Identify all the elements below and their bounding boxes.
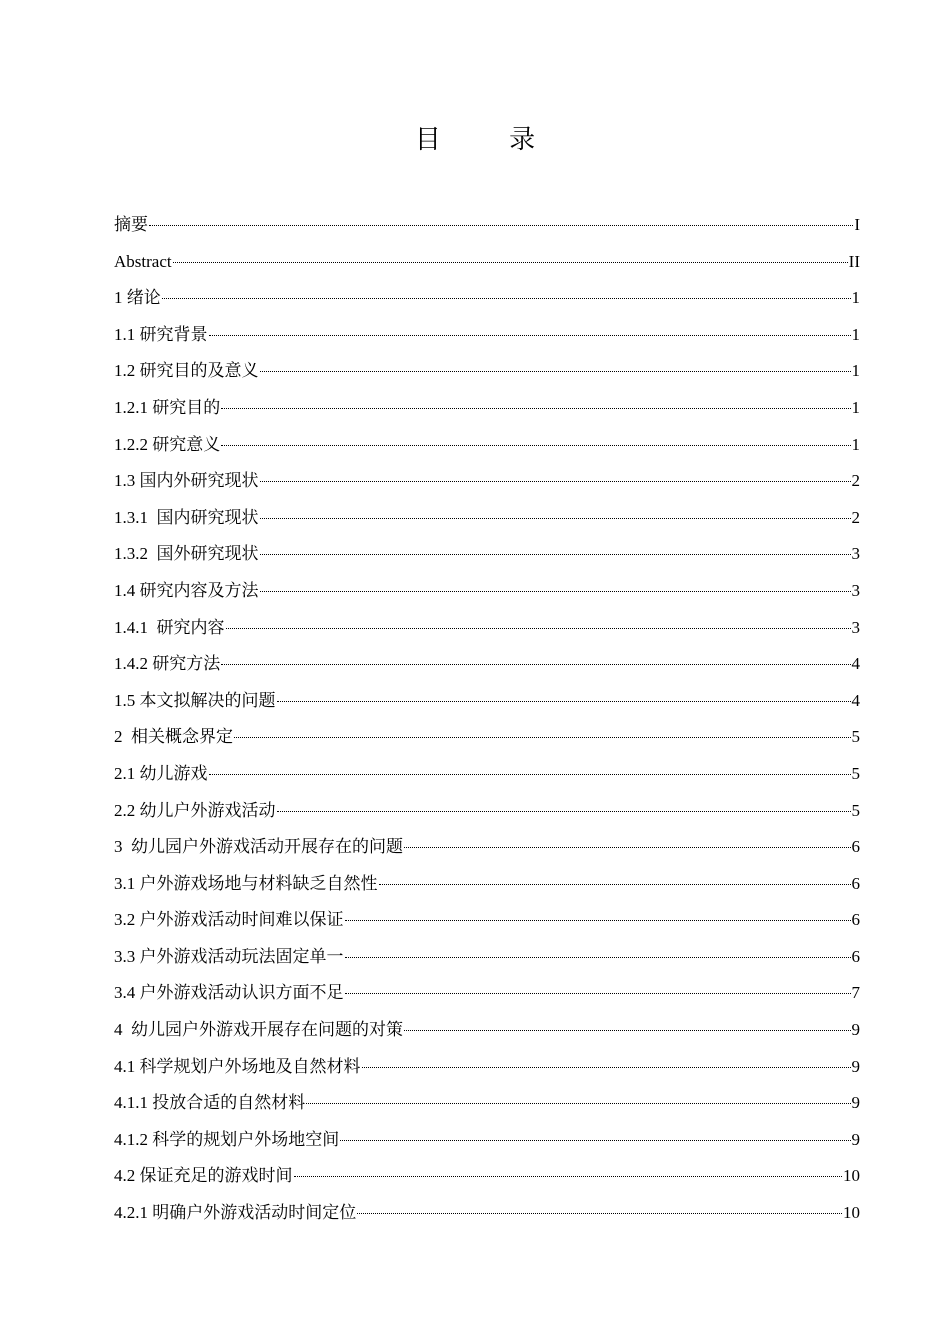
toc-entry-title: 3.2 户外游戏活动时间难以保证 bbox=[114, 910, 344, 930]
toc-entry[interactable] bbox=[114, 280, 860, 317]
toc-entry-page-number: 10 bbox=[843, 1203, 860, 1223]
toc-entry-page-number: 4 bbox=[851, 654, 860, 674]
toc-dot-leader bbox=[357, 1212, 842, 1214]
toc-entry-page-number: 10 bbox=[843, 1166, 860, 1186]
toc-dot-leader bbox=[221, 444, 850, 446]
toc-dot-leader bbox=[345, 992, 851, 994]
toc-entry-title: 1 绪论 bbox=[114, 288, 161, 308]
toc-entry-page-number: 1 bbox=[851, 324, 860, 344]
toc-dot-leader bbox=[345, 956, 851, 958]
toc-entry[interactable] bbox=[114, 1049, 860, 1086]
toc-entry-page-number: 4 bbox=[851, 690, 860, 710]
toc-dot-leader bbox=[260, 370, 851, 372]
toc-entry-page-number: 1 bbox=[851, 288, 860, 308]
toc-entry-page-number: 6 bbox=[851, 873, 860, 893]
toc-entry-page-number: 3 bbox=[851, 544, 860, 564]
toc-entry-title: 1.2 研究目的及意义 bbox=[114, 361, 259, 381]
toc-entry-title: 2.2 幼儿户外游戏活动 bbox=[114, 800, 276, 820]
toc-dot-leader bbox=[404, 846, 851, 848]
toc-entry-page-number: 9 bbox=[851, 1093, 860, 1113]
toc-dot-leader bbox=[260, 517, 851, 519]
toc-entry-page-number: I bbox=[854, 215, 860, 234]
toc-entry-title: 3.4 户外游戏活动认识方面不足 bbox=[114, 983, 344, 1003]
toc-entry[interactable] bbox=[114, 793, 860, 830]
toc-entry-page-number: 6 bbox=[851, 946, 860, 966]
toc-entry-page-number: 5 bbox=[851, 800, 860, 820]
toc-dot-leader bbox=[379, 883, 851, 885]
toc-entry-title: 1.1 研究背景 bbox=[114, 324, 208, 344]
toc-entry-title: 1.2.1 研究目的 bbox=[114, 397, 221, 417]
toc-entry-title: 1.4.2 研究方法 bbox=[114, 654, 221, 674]
toc-entry[interactable] bbox=[114, 756, 860, 793]
toc-entry-page-number: II bbox=[848, 251, 860, 271]
toc-entry[interactable] bbox=[114, 500, 860, 537]
toc-entry[interactable] bbox=[114, 573, 860, 610]
toc-entry-title: 4 幼儿园户外游戏开展存在问题的对策 bbox=[114, 1020, 403, 1040]
toc-entry-page-number: 1 bbox=[851, 434, 860, 454]
toc-entry[interactable] bbox=[114, 353, 860, 390]
toc-entry-page-number: 7 bbox=[851, 983, 860, 1003]
toc-entry[interactable] bbox=[114, 536, 860, 573]
toc-dot-leader bbox=[209, 334, 851, 336]
toc-entry-page-number: 1 bbox=[851, 397, 860, 417]
toc-entry-title: 3 幼儿园户外游戏活动开展存在的问题 bbox=[114, 837, 403, 857]
toc-entry-page-number: 1 bbox=[851, 361, 860, 381]
toc-entry-page-number: 6 bbox=[851, 837, 860, 857]
toc-entry-page-number: 3 bbox=[851, 580, 860, 600]
toc-entry-page-number: 9 bbox=[851, 1020, 860, 1040]
toc-entry-page-number: 3 bbox=[851, 617, 860, 637]
toc-entry[interactable] bbox=[114, 1122, 860, 1159]
toc-entry[interactable] bbox=[114, 683, 860, 720]
toc-dot-leader bbox=[260, 480, 851, 482]
toc-dot-leader bbox=[260, 590, 851, 592]
toc-dot-leader bbox=[226, 627, 851, 629]
toc-dot-leader bbox=[173, 261, 848, 263]
toc-dot-leader bbox=[260, 553, 851, 555]
toc-dot-leader bbox=[221, 663, 850, 665]
toc-entry[interactable] bbox=[114, 390, 860, 427]
table-of-contents bbox=[114, 207, 860, 1232]
toc-entry[interactable] bbox=[114, 866, 860, 903]
toc-entry-title: 2 相关概念界定 bbox=[114, 727, 233, 747]
toc-entry[interactable] bbox=[114, 244, 860, 281]
toc-entry[interactable] bbox=[114, 1085, 860, 1122]
toc-entry-title: 4.1.1 投放合适的自然材料 bbox=[114, 1093, 306, 1113]
toc-dot-leader bbox=[277, 700, 851, 702]
toc-entry-page-number: 9 bbox=[851, 1129, 860, 1149]
toc-entry[interactable] bbox=[114, 427, 860, 464]
toc-entry-title: 2.1 幼儿游戏 bbox=[114, 763, 208, 783]
toc-entry-title: 4.1.2 科学的规划户外场地空间 bbox=[114, 1129, 340, 1149]
toc-entry-title: 1.3.2 国外研究现状 bbox=[114, 544, 259, 564]
toc-dot-leader bbox=[277, 810, 851, 812]
toc-entry-title: 4.2.1 明确户外游戏活动时间定位 bbox=[114, 1203, 357, 1223]
toc-entry-page-number: 5 bbox=[851, 727, 860, 747]
toc-entry[interactable] bbox=[114, 646, 860, 683]
toc-entry[interactable] bbox=[114, 829, 860, 866]
toc-entry[interactable] bbox=[114, 610, 860, 647]
toc-dot-leader bbox=[306, 1102, 850, 1104]
toc-dot-leader bbox=[294, 1175, 843, 1177]
toc-entry-page-number: 6 bbox=[851, 910, 860, 930]
page-title: 目 录 bbox=[414, 125, 566, 155]
toc-entry-title: 摘要 bbox=[114, 215, 148, 234]
toc-dot-leader bbox=[404, 1029, 851, 1031]
toc-entry[interactable] bbox=[114, 939, 860, 976]
toc-entry-page-number: 2 bbox=[851, 471, 860, 491]
toc-entry-title: 1.3 国内外研究现状 bbox=[114, 471, 259, 491]
toc-dot-leader bbox=[221, 407, 850, 409]
toc-entry-title: 1.5 本文拟解决的问题 bbox=[114, 690, 276, 710]
toc-dot-leader bbox=[234, 736, 851, 738]
toc-entry-title: 3.3 户外游戏活动玩法固定单一 bbox=[114, 946, 344, 966]
toc-entry[interactable] bbox=[114, 463, 860, 500]
toc-dot-leader bbox=[149, 224, 853, 226]
toc-entry[interactable] bbox=[114, 719, 860, 756]
toc-dot-leader bbox=[362, 1066, 851, 1068]
toc-entry[interactable] bbox=[114, 1012, 860, 1049]
toc-entry[interactable] bbox=[114, 207, 860, 244]
toc-entry-page-number: 9 bbox=[851, 1056, 860, 1076]
toc-entry[interactable] bbox=[114, 1158, 860, 1195]
toc-entry-title: 1.2.2 研究意义 bbox=[114, 434, 221, 454]
toc-entry-title: 1.4 研究内容及方法 bbox=[114, 580, 259, 600]
toc-dot-leader bbox=[162, 297, 851, 299]
toc-entry-title: 4.1 科学规划户外场地及自然材料 bbox=[114, 1056, 361, 1076]
toc-dot-leader bbox=[345, 919, 851, 921]
toc-entry[interactable] bbox=[114, 975, 860, 1012]
toc-entry-page-number: 2 bbox=[851, 507, 860, 527]
toc-entry-title: Abstract bbox=[114, 251, 172, 271]
toc-entry-title: 1.3.1 国内研究现状 bbox=[114, 507, 259, 527]
toc-dot-leader bbox=[340, 1139, 850, 1141]
toc-dot-leader bbox=[209, 773, 851, 775]
toc-entry-title: 3.1 户外游戏场地与材料缺乏自然性 bbox=[114, 873, 378, 893]
toc-entry-title: 4.2 保证充足的游戏时间 bbox=[114, 1166, 293, 1186]
toc-entry[interactable] bbox=[114, 317, 860, 354]
toc-entry[interactable] bbox=[114, 1195, 860, 1232]
toc-entry-page-number: 5 bbox=[851, 763, 860, 783]
toc-entry[interactable] bbox=[114, 902, 860, 939]
toc-entry-title: 1.4.1 研究内容 bbox=[114, 617, 225, 637]
